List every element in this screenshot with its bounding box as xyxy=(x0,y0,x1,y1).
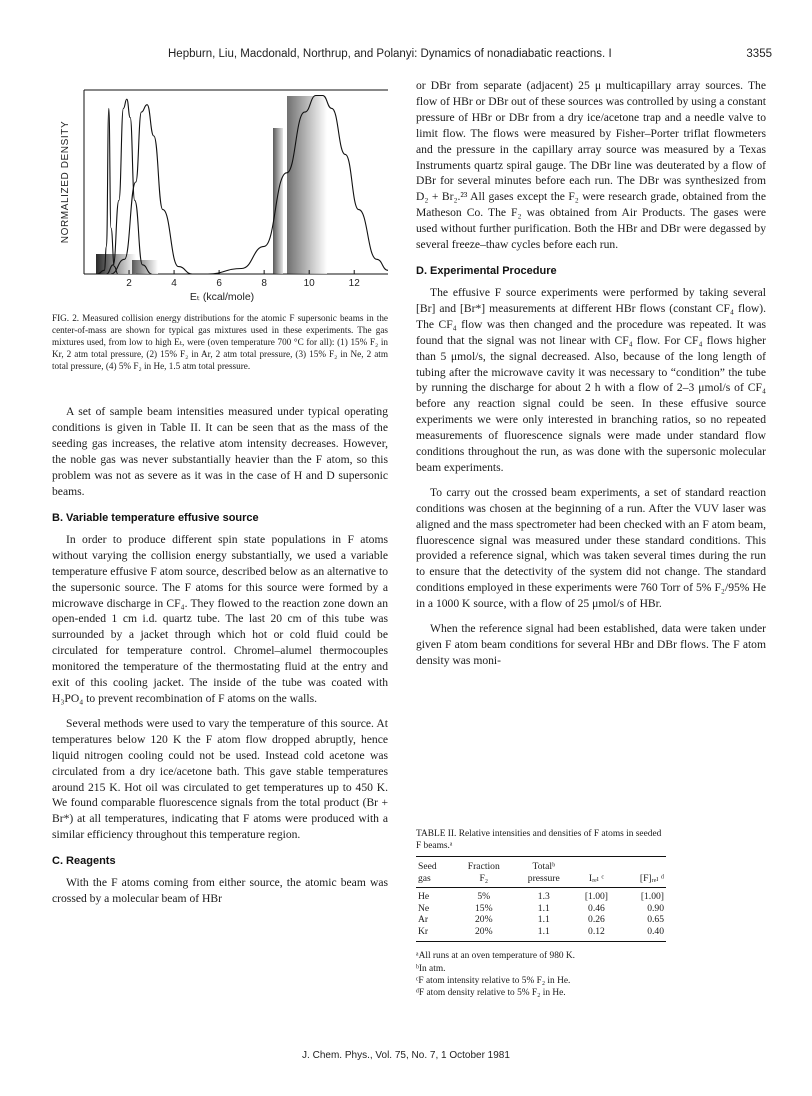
right-para-3: To carry out the crossed beam experiments, a set of standard reaction conditions was chosen at the beginning of a run. After the VUV laser was aligned and the mass spectrometer had been checked with an F atom beam, fluorescence signal was measured under these standard conditions. This provided a reference signal, which was taken several times during the run to ensure that the detectivity of the system did not change. The standard conditions employed in these experiments were 760 Torr of 5% F₂/95% He in a 1000 K source, with a flow of 25 μmol/s of HBr. xyxy=(416,485,766,611)
left-para-4: With the F atoms coming from either source, the atomic beam was crossed by a molecular beam of HBr xyxy=(52,876,388,906)
series-3-curve xyxy=(111,105,192,274)
figure-2-caption: FIG. 2. Measured collision energy distributions for the atomic F supersonic beams in the center-of-mass are shown for typical gas mixtures used in these experiments. The gas mixtures used, from low to high Eₜ, were (oven temperature 700 °C for all): (1) 15% F₂ in Kr, 2 atm total pressure, (2) 15% F₂ in Ar, 2 atm total pressure, (3) 15% F₂ in Ne, 2 atm total pressure, (4) 5% F₂ in He, 1.5 atm total pressure. xyxy=(52,313,388,372)
page-number: 3355 xyxy=(746,48,772,60)
shade-block-3 xyxy=(273,128,283,274)
cell-irel: 0.46 xyxy=(588,902,605,914)
footnote-b: ᵇIn atm. xyxy=(416,963,446,974)
cell-pressure: 1.1 xyxy=(537,914,550,926)
header-seed: Seed xyxy=(416,857,454,873)
cell-frel: [1.00] xyxy=(640,891,664,903)
table-row xyxy=(416,926,666,942)
right-para-4: When the reference signal had been established, data were taken under given F atom beam conditions for several HBr and DBr flows. The F atom density was moni- xyxy=(416,622,766,667)
x-tick-label: 8 xyxy=(261,278,267,289)
section-d-heading: D. Experimental Procedure xyxy=(416,264,557,277)
y-axis-label: NORMALIZED DENSITY xyxy=(60,120,71,244)
x-tick-label: 2 xyxy=(126,278,132,289)
right-para-2: The effusive F source experiments were performed by taking several [Br] and [Br*] measurements at different HBr flows (constant CF₄ flow). The CF₄ flow was then changed and the procedure was repeated. It was found that the signal was not linear with CF₄ flow. For CF₄ flows higher than 5 μmol/s, the signal decreased. Also, because of the long length of tubing after the microwave cavity it was necessary to “condition” the tube by running the discharge for about 2 h with a flow of 2–3 μmol/s of CF₄ before any reaction signal could be seen. In these effusive source experiments we were only interested in branching ratios, so no repeated measurements of fluorescence signals were made under standard flow conditions throughout the run, as was done with the supersonic molecular beam experiments. xyxy=(416,285,766,474)
left-para-3: Several methods were used to vary the temperature of this source. At temperatures below 120 K the F atom flow dropped abruptly, hence liquid nitrogen cooling could not be used. Instead cold acetone was circulated from a dry ice/acetone bath. This gave stable temperatures around 215 K. Hot oil was circulated to get temperatures up to 450 K. We found comparable fluorescence signals from the total product (Br + Br*) at all temperatures, indicating that F atoms were produced with a similar efficiency throughout this temperature region. xyxy=(52,716,388,842)
x-tick-label: 6 xyxy=(216,278,222,289)
section-c-heading: C. Reagents xyxy=(52,855,116,868)
x-axis-label: Eₜ (kcal/mole) xyxy=(189,291,255,303)
left-column xyxy=(52,84,388,907)
header-f2: F₂ xyxy=(454,873,514,888)
table-2-caption: TABLE II. Relative intensities and densities of F atoms in seeded F beams.ᵃ xyxy=(416,829,662,852)
header-irel: Iᵣₑₗ ᶜ xyxy=(574,873,619,888)
header-frel: [F]ᵣₑₗ ᵈ xyxy=(619,873,666,888)
cell-frel: 0.65 xyxy=(647,914,664,926)
header-pressure: pressure xyxy=(514,873,574,888)
table-row xyxy=(416,888,666,903)
footnote-d: ᵈF atom density relative to 5% F₂ in He. xyxy=(416,987,566,998)
figure-2-chart xyxy=(52,84,388,308)
figure-2 xyxy=(52,84,388,308)
x-tick-label: 4 xyxy=(171,278,177,289)
distribution-curves xyxy=(98,96,389,275)
left-para-1: A set of sample beam intensities measured under typical operating conditions is given in Table II. It can be seen that as the mass of the seeding gas increases, the relative atom intensity decreases. However, the noble gas was never substantially heavier than the F atom, so this problem was not as severe as it was in the case of H and D supersonic beams. xyxy=(52,405,388,498)
cell-fraction: 20% xyxy=(454,926,514,942)
table-2-footnotes xyxy=(416,950,666,998)
running-title: Hepburn, Liu, Macdonald, Northrup, and Polanyi: Dynamics of nonadiabatic reactions. I xyxy=(168,48,612,60)
cell-irel: [1.00] xyxy=(584,891,609,903)
cell-irel: 0.26 xyxy=(588,914,605,926)
cell-pressure: 1.1 xyxy=(537,902,550,914)
section-b-heading: B. Variable temperature effusive source xyxy=(52,511,259,524)
cell-gas: Ne xyxy=(418,902,430,914)
cell-gas: He xyxy=(418,891,430,903)
x-tick-label: 12 xyxy=(348,278,360,289)
table-row xyxy=(416,903,666,915)
header-gas: gas xyxy=(416,873,454,888)
cell-fraction: 5% xyxy=(477,891,491,903)
cell-irel: 0.12 xyxy=(574,926,619,942)
right-para-1: or DBr from separate (adjacent) 25 μ multicapillary array sources. The flow of HBr or DBr out of these sources was controlled by using a constant pressure of HBr or DBr from a dry ice/acetone trap and a needle valve to limit flow. The flows were measured by Fisher–Porter triflat flowmeters and the pressure in the capillary array source was measured by a Texas Instruments quartz spiral gauge. The DBr line was deuterated by a flow of DBr for several minutes before each run. The DBr was synthesized from D₂ + Br₂.²³ All gases except the F₂ were research grade, obtained from the Matheson Co. The F₂ was obtained from Air Products. The gases were used without further purification. Both the HBr and DBr were degassed by several freeze–thaw cycles before each run. xyxy=(416,79,766,252)
cell-fraction: 15% xyxy=(474,902,493,914)
cell-fraction: 20% xyxy=(474,914,493,926)
cell-frel: 0.40 xyxy=(619,926,666,942)
cell-pressure: 1.1 xyxy=(514,926,574,942)
shade-block-4 xyxy=(287,96,327,274)
cell-frel: 0.90 xyxy=(647,902,664,914)
header-total: Totalᵇ xyxy=(514,857,574,873)
cell-pressure: 1.3 xyxy=(537,891,550,903)
table-2-grid xyxy=(416,856,666,942)
table-2 xyxy=(416,828,666,999)
journal-footer: J. Chem. Phys., Vol. 75, No. 7, 1 October 1981 xyxy=(302,1050,510,1061)
x-tick-label: 10 xyxy=(303,278,315,289)
footnote-a: ᵃAll runs at an oven temperature of 980 K. xyxy=(416,951,576,962)
table-row xyxy=(416,914,666,926)
header-fraction: Fraction xyxy=(454,857,514,873)
cell-gas: Kr xyxy=(416,926,454,942)
left-para-2: In order to produce different spin state populations in F atoms without varying the collision energy substantially, we used a variable temperature effusive F atom source, described below as an alternative to the supersonic source. The F atoms for this source were formed by a microwave discharge in CF₄. They flowed to the reaction zone down an open-ended 1 cm i.d. quartz tube. The last 20 cm of this tube was surrounded by a jacket through which hot or cold fluid could be circulated for temperature control. Chromel–alumel thermocouples monitored the temperature of the thermostating fluid at the entry and exit of this cooling jacket. The inside of the tube was coated with H₃PO₄ to prevent recombination of F atoms on the walls. xyxy=(52,532,388,705)
cell-gas: Ar xyxy=(418,914,429,926)
right-column xyxy=(416,78,766,669)
footnote-c: ᶜF atom intensity relative to 5% F₂ in He. xyxy=(416,975,571,986)
